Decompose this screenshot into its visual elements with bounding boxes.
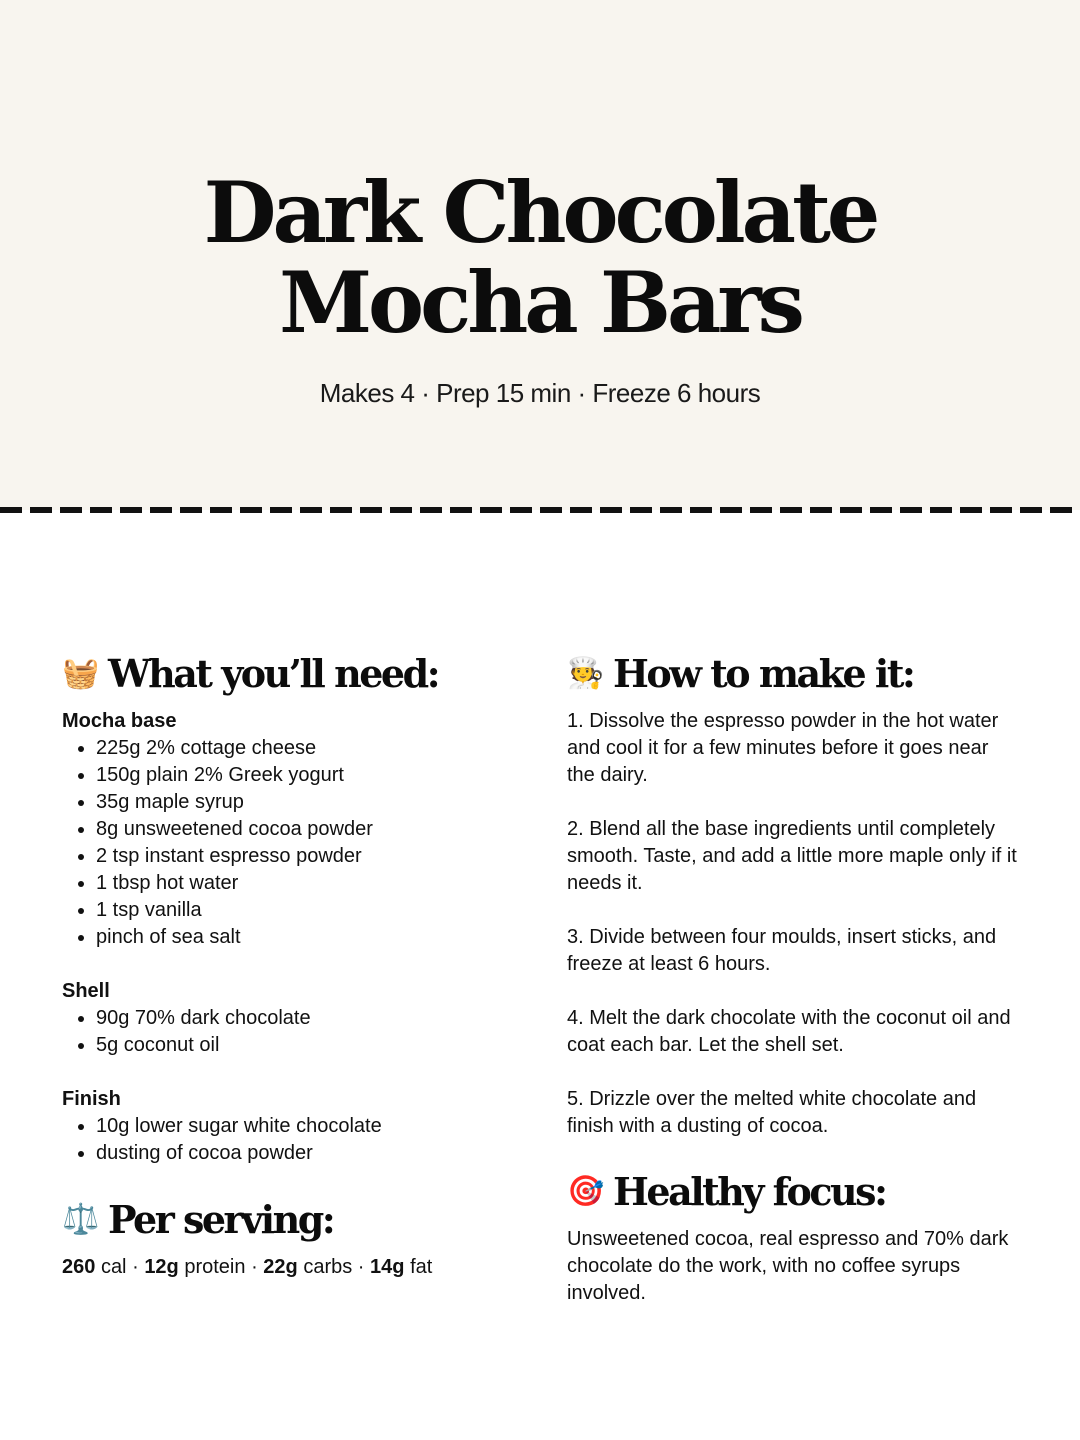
method-step: 5. Drizzle over the melted white chocolate and finish with a dusting of cocoa. — [567, 1088, 977, 1137]
ingredient-list — [62, 1005, 532, 1059]
method-step: 2. Blend all the base ingredients until completely smooth. Taste, and add a little more maple only if it needs it. — [567, 818, 1017, 894]
carbs-label: carbs — [303, 1256, 353, 1278]
chef-icon: 🧑‍🍳 — [567, 656, 605, 691]
method-step: 4. Melt the dark chocolate with the coconut oil and coat each bar. Let the shell set. — [567, 1007, 1011, 1056]
method-step: 1. Dissolve the espresso powder in the hot water and cool it for a few minutes before it goes near the dairy. — [567, 710, 999, 786]
ingredient-item: • 90g 70% dark chocolate — [96, 1005, 532, 1032]
per-serving-heading — [62, 1194, 532, 1246]
ingredients-heading-text: What you’ll need: — [108, 651, 439, 696]
method-section — [567, 648, 1017, 1140]
ingredient-group-mocha-base — [62, 708, 532, 951]
ingredient-item: • 10g lower sugar white chocolate — [96, 1113, 532, 1140]
title-line-1: Dark Chocolate — [203, 163, 877, 262]
protein-value: 12g — [144, 1256, 179, 1278]
basket-icon: 🧺 — [62, 656, 100, 691]
ingredient-item: • pinch of sea salt — [96, 924, 532, 951]
carbs-value: 22g — [263, 1256, 298, 1278]
title-line-2: Mocha Bars — [279, 253, 801, 352]
ingredients-heading — [62, 648, 532, 700]
ingredient-item: • 1 tbsp hot water — [96, 870, 532, 897]
calories-value: 260 — [62, 1256, 96, 1278]
ingredient-item: • 8g unsweetened cocoa powder — [96, 816, 532, 843]
per-serving-section — [62, 1194, 532, 1281]
ingredient-item: • 2 tsp instant espresso powder — [96, 843, 532, 870]
separator: · — [357, 1256, 365, 1278]
ingredient-item: • 150g plain 2% Greek yogurt — [96, 762, 532, 789]
group-title: Finish — [62, 1088, 121, 1110]
healthy-focus-text: Unsweetened cocoa, real espresso and 70% dark chocolate do the work, with no coffee syrups involved. — [567, 1228, 1009, 1304]
method-steps — [567, 708, 1017, 1140]
separator: · — [251, 1256, 258, 1278]
calories-label: cal — [100, 1256, 127, 1278]
fat-value: 14g — [370, 1256, 405, 1278]
scale-icon: ⚖️ — [62, 1202, 100, 1237]
ingredient-group-shell — [62, 978, 532, 1059]
healthy-focus-heading-text: Healthy focus: — [613, 1169, 886, 1214]
separator: · — [132, 1256, 139, 1278]
ingredient-item: • 225g 2% cottage cheese — [96, 735, 532, 762]
recipe-meta: Makes 4 · Prep 15 min · Freeze 6 hours — [319, 378, 761, 408]
method-heading — [567, 648, 1017, 700]
healthy-focus-section — [567, 1166, 1017, 1307]
method-step: 3. Divide between four moulds, insert sticks, and freeze at least 6 hours. — [567, 926, 997, 975]
group-title: Mocha base — [62, 710, 177, 732]
dashed-divider — [0, 507, 1080, 513]
ingredient-item: • 35g maple syrup — [96, 789, 532, 816]
ingredient-list — [62, 1113, 532, 1167]
protein-label: protein — [184, 1256, 246, 1278]
healthy-focus-heading — [567, 1166, 1017, 1218]
ingredient-list — [62, 735, 532, 951]
ingredient-item: • 1 tsp vanilla — [96, 897, 532, 924]
method-heading-text: How to make it: — [613, 651, 914, 696]
ingredients-section — [62, 648, 532, 1167]
fat-label: fat — [410, 1256, 433, 1278]
nutrition-line — [62, 1254, 532, 1281]
ingredient-item: • dusting of cocoa powder — [96, 1140, 532, 1167]
per-serving-heading-text: Per serving: — [108, 1197, 334, 1242]
group-title: Shell — [62, 980, 110, 1002]
target-icon: 🎯 — [567, 1174, 605, 1209]
ingredient-item: • 5g coconut oil — [96, 1032, 532, 1059]
hero-header — [0, 0, 1080, 510]
ingredient-group-finish — [62, 1086, 532, 1167]
recipe-title — [0, 163, 1080, 352]
